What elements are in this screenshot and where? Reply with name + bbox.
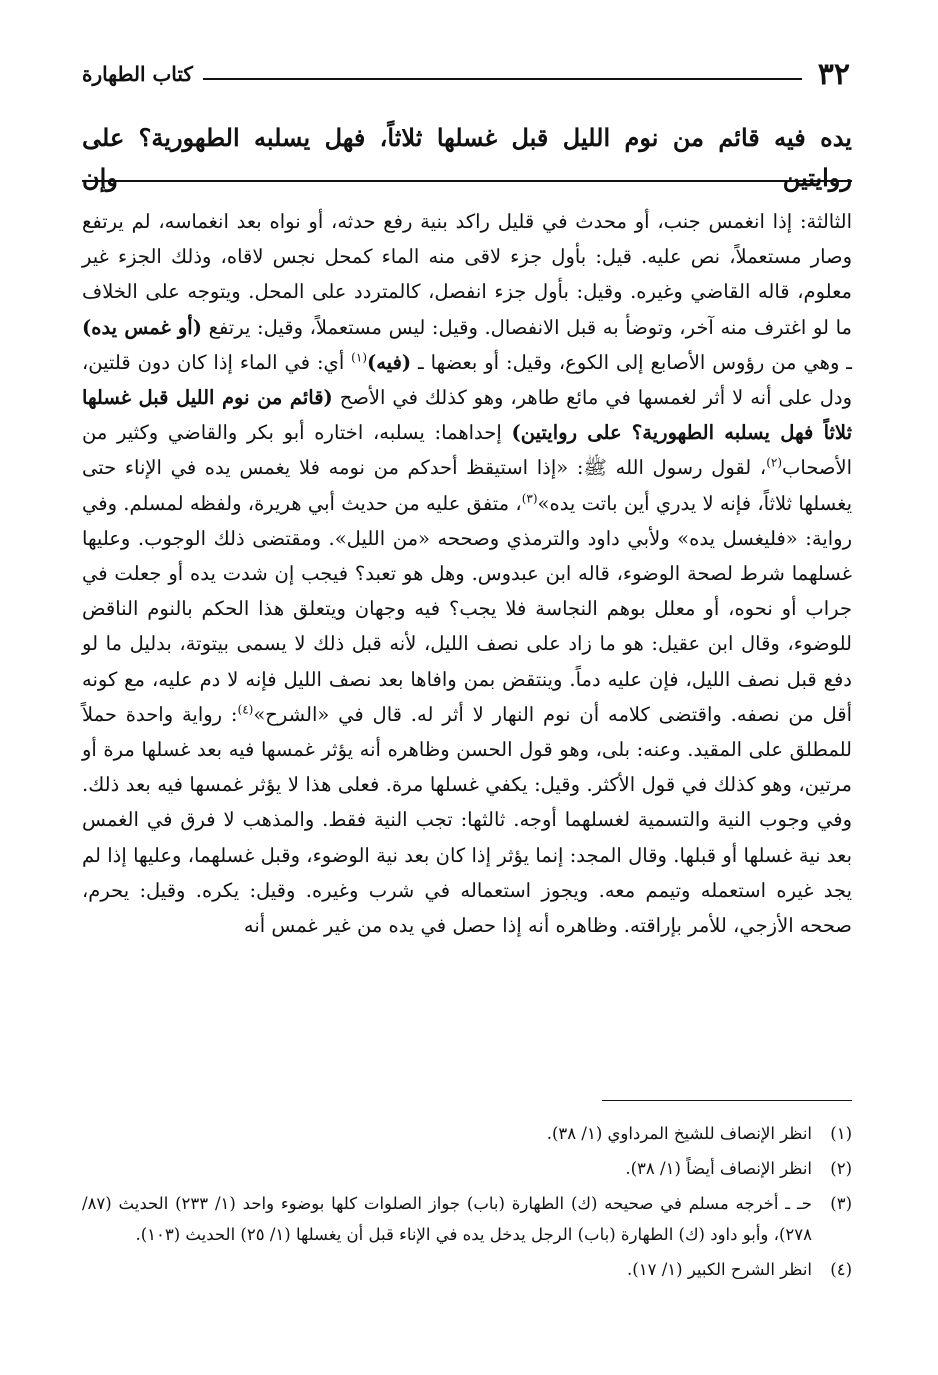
commentary-text: ، لقول رسول الله ﷺ: «إذا استيقظ أحدكم من نومه فلا يغمس يده في الإناء حتى يغسلها ثلاثاً، فإنه لا يدري أين باتت يده» [82, 456, 852, 515]
header-rule [203, 78, 802, 80]
commentary-text: ـ وهي من رؤوس الأصابع إلى الكوع، وقيل: أو بعضها ـ [411, 350, 852, 374]
footnote-text: انظر الإنصاف للشيخ المرداوي (١/ ٣٨). [546, 1124, 812, 1143]
matn-quote: (فيه) [367, 350, 412, 374]
footnote-number: (١) [830, 1124, 852, 1143]
footnote-marker: (٤) [237, 702, 254, 717]
footnote-marker: (٣) [521, 491, 538, 506]
running-header [82, 52, 850, 96]
footnote-text: انظر الإنصاف أيضاً (١/ ٣٨). [625, 1159, 812, 1178]
footnote-text: انظر الشرح الكبير (١/ ١٧). [627, 1260, 812, 1279]
commentary-text: : رواية واحدة حملاً للمطلق على المقيد. وعنه: بلى، وهو قول الحسن وظاهره أنه يؤثر غمسها فيه بعد غسلها مرة أو مرتين، وهو كذلك في قول الأكثر. وقيل: يكفي غسلها مرة. فعلى هذا لا يؤثر غمسها فيه بعد ذلك. وفي وجوب النية والتسمية لغسلهما أوجه. ثالثها: تجب النية فقط. والمذهب لا فرق في الغمس بعد نية غسلها أو قبلها. وقال المجد: إنما يؤثر إذا كان بعد نية الوضوء، وقبل غسلهما، وعليها إذا لم يجد غيره استعمله وتيمم معه. ويجوز استعماله في شرب وغيره. وقيل: يكره. وقيل: يحرم، صححه الأزجي، للأمر بإراقته. وظاهره أنه إذا حصل في يده من غير غمس أنه [82, 702, 852, 938]
matn-quote: (قائم من نوم الليل قبل غسلها ثلاثاً فهل يسلبه الطهورية؟ على روايتين) [82, 386, 852, 445]
footnote [82, 1254, 852, 1285]
footnote [82, 1118, 852, 1149]
matn-divider [82, 180, 852, 182]
footnote-marker: (١) [351, 350, 367, 365]
commentary-paragraph [82, 204, 852, 943]
commentary-body [82, 204, 852, 943]
chapter-title: كتاب الطهارة [82, 62, 193, 86]
footnote-marker: (٢) [766, 455, 783, 470]
footnote-number: (٣) [830, 1194, 852, 1213]
matn-text: يده فيه قائم من نوم الليل قبل غسلها ثلاثاً، فهل يسلبه الطهورية؟ على روايتين وإن [82, 123, 852, 192]
footnote-number: (٢) [830, 1159, 852, 1178]
matn-quote: (أو غمس يده) [82, 315, 202, 339]
footnote-number: (٤) [830, 1260, 852, 1279]
page-number: ٣٢ [817, 56, 850, 92]
footnotes [82, 1118, 852, 1289]
footnote-text: حـ ـ أخرجه مسلم في صحيحه (ك) الطهارة (باب) جواز الصلوات كلها بوضوء واحد (١/ ٢٣٣) الحديث (٨٧/ ٢٧٨)، وأبو داود (ك) الطهارة (باب) الرجل يدخل يده في الإناء قبل أن يغسلها (١/ ٢٥) الحديث (١٠٣). [82, 1194, 812, 1244]
footnote [82, 1188, 852, 1250]
footnote-divider [602, 1100, 852, 1101]
commentary-text: ، متفق عليه من حديث أبي هريرة، ولفظه لمسلم. وفي رواية: «فليغسل يده» ولأبي داود والترمذي وصححه «من الليل». ومقتضى ذلك الوجوب. وعليها غسلهما شرط لصحة الوضوء، قاله ابن عبدوس. وهل هو تعبد؟ فيجب إن شدت يده أو جعلت في جراب أو نحوه، أو معلل بوهم النجاسة فلا يجب؟ فيه وجهان ويتعلق هذا الحكم بالنوم الناقض للوضوء، وقال ابن عقيل: هو ما زاد على نصف الليل، لأنه قبل ذلك لا يسمى بيتوتة، بدليل ما لو دفع قبل نصف الليل، فإن عليه دماً. وينتقض بمن وافاها بعد نصف الليل فإنه لا دم عليه، مع كونه أقل من نصفه. واقتضى كلامه أن نوم النهار لا أثر له. قال في «الشرح» [82, 491, 852, 726]
commentary-text: أي: في الماء إذا كان دون قلتين، ودل على أنه لا أثر لغمسها في مائع طاهر، وهو كذلك في الأصح [82, 350, 852, 410]
commentary-text: الثالثة: إذا انغمس جنب، أو محدث في قليل راكد بنية رفع حدثه، أو نواه بعد انغماسه، لم يرتفع وصار مستعملاً، نص عليه. قيل: بأول جزء لاقى منه الماء كمحل نجس لاقاه، وذلك الجزء غير معلوم، قاله القاضي وغيره. وقيل: بأول جزء انفصل، كالمتردد على المحل. ويتوجه على الخلاف ما لو اغترف منه آخر، وتوضأ به قبل الانفصال. وقيل: ليس مستعملاً، وقيل: يرتفع [82, 210, 852, 339]
commentary-text: إحداهما: يسلبه، اختاره أبو بكر والقاضي وكثير من الأصحاب [82, 421, 852, 480]
footnote [82, 1153, 852, 1184]
